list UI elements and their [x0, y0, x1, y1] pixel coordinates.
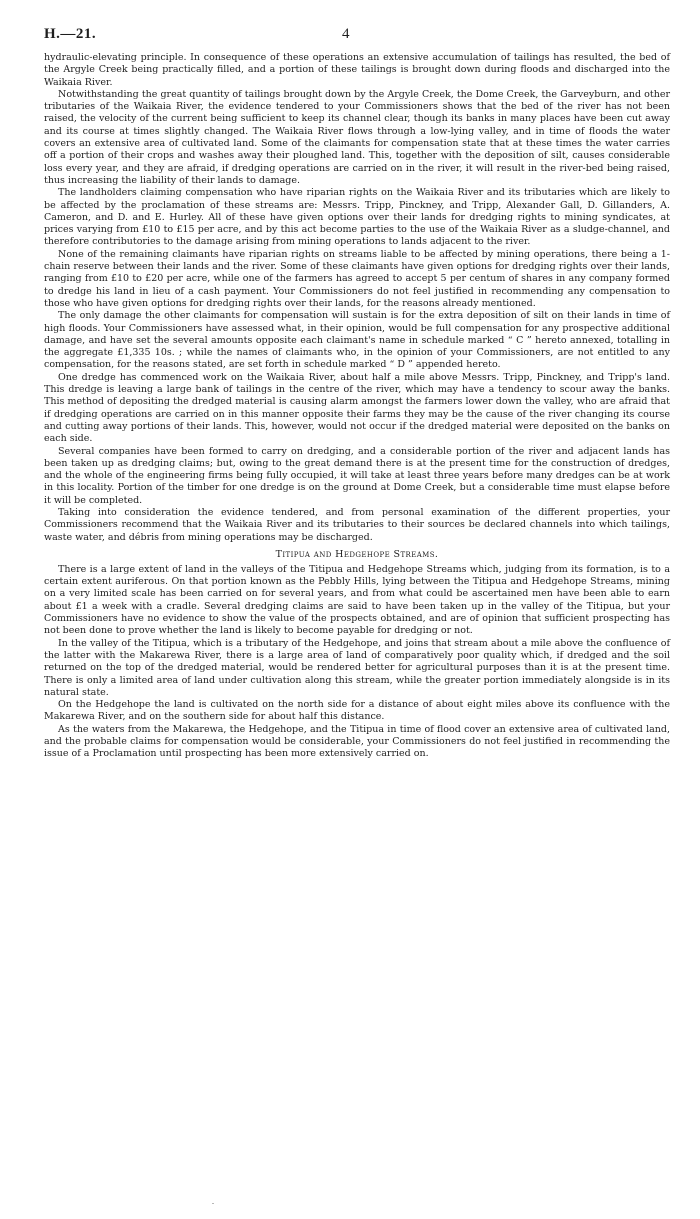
paragraph: There is a large extent of land in the valleys of the Titipua and Hedgehope Streams which, judging from its formation, is to a certain extent auriferous. On that portion known as the Pebbly Hills, lying between the Titipua and Hedgehope Streams, mining on a very limited scale has been carried on for several years, and from what could be ascertained men have been able to earn about £1 a week with a cradle. Several dredging claims are said to have been taken up in the valley of the Titipua, but your Commissioners have no evidence to show the value of the prospects obtained, and are of opinion that sufficient prospecting has not been done to prove whether the land is likely to become payable for dredging or not. — [44, 563, 670, 637]
paragraph: None of the remaining claimants have riparian rights on streams liable to be affected by mining operations, there being a 1-chain reserve between their lands and the river. Some of these claimants have given options for dredging rights over their lands, ranging from £10 to £20 per acre, while one of the farmers has agreed to accept 5 per centum of shares in any company formed to dredge his land in lieu of a cash payment. Your Commissioners do not feel justified in recommending any compensation to those who have given options for dredging rights over their lands, for the reasons already mentioned. — [44, 248, 670, 309]
paragraph: On the Hedgehope the land is cultivated on the north side for a distance of about eight miles above its confluence with the Makarewa River, and on the southern side for about half this distance. — [44, 699, 670, 723]
paragraph: The only damage the other claimants for compensation will sustain is for the extra deposition of silt on their lands in time of high floods. Your Commissioners have assessed what, in their opinion, would be full compensation for any prospective additional damage, and have set the several amounts opposite each claimant's name in schedule marked “ C ” hereto annexed, totalling in the aggregate £1,335 10s. ; while the names of claimants who, in the opinion of your Commissioners, are not entitled to any compensation, for the reasons stated, are set forth in schedule marked “ D ” appended hereto. — [44, 310, 670, 371]
paragraph: The landholders claiming compensation who have riparian rights on the Waikaia River and its tributaries which are likely to be affected by the proclamation of these streams are: Messrs. Tripp, Pinckney, and Tripp, Alexander Gall, D. Gillanders, A. Cameron, and D. and E. Hurley. All of these have given options over their lands for dredging rights to mining syndicates, at prices varying from £10 to £15 per acre, and by this act become parties to the use of the Waikaia River as a sludge-channel, and therefore contributories to the damage arising from mining operations to lands adjacent to the river. — [44, 187, 670, 248]
paragraph: Taking into consideration the evidence tendered, and from personal examination of the different properties, your Commissioners recommend that the Waikaia River and its tributaries to their sources be declared channels into which tailings, waste water, and débris from mining operations may be discharged. — [44, 506, 670, 543]
footer-mark: . — [212, 1197, 214, 1206]
paragraph: Several companies have been formed to carry on dredging, and a considerable portion of the river and adjacent lands has been taken up as dredging claims; but, owing to the great demand there is at the present time for the construction of dredges, and the whole of the engineering firms being fully occupied, it will take at least three years before many dredges can be at work in this locality. Portion of the timber for one dredge is on the ground at Dome Creek, but a considerable time must elapse before it will be completed. — [44, 445, 670, 506]
running-head — [44, 26, 670, 52]
page-number: 4 — [342, 26, 350, 42]
body-text — [44, 52, 670, 761]
section-heading: Titipua and Hedgehope Streams. — [275, 548, 439, 560]
paragraph: Notwithstanding the great quantity of tailings brought down by the Argyle Creek, the Dome Creek, the Garveyburn, and other tributaries of the Waikaia River, the evidence tendered to your Commissioners shows that the bed of the river has not been raised, the velocity of the current being sufficient to keep its channel clear, though its banks in many places have been cut away and its course at times slightly changed. The Waikaia River flows through a low-lying valley, and in time of floods the water covers an extensive area of cultivated land. Some of the claimants for compensation state that at these times the water carries off a portion of their crops and washes away their ploughed land. This, together with the deposition of silt, causes considerable loss every year, and they are afraid, if dredging operations are carried on in the river, it will result in the river-bed being raised, thus increasing the liability of their lands to damage. — [44, 88, 670, 186]
paragraph: In the valley of the Titipua, which is a tributary of the Hedgehope, and joins that stream about a mile above the confluence of the latter with the Makarewa River, there is a large area of land of comparatively poor quality which, if dredged and the soil returned on the top of the dredged material, would be rendered better for agricultural purposes than it is at the present time. There is only a limited area of land under cultivation along this stream, while the greater portion immediately alongside is in its natural state. — [44, 637, 670, 698]
document-reference: H.—21. — [44, 26, 97, 42]
paragraph: As the waters from the Makarewa, the Hedgehope, and the Titipua in time of flood cover an extensive area of cultivated land, and the probable claims for compensation would be considerable, your Commissioners do not feel justified in recommending the issue of a Proclamation until prospecting has been more extensively carried on. — [44, 723, 670, 760]
paragraph: One dredge has commenced work on the Waikaia River, about half a mile above Messrs. Tripp, Pinckney, and Tripp's land. This dredge is leaving a large bank of tailings in the centre of the river, which may have a tendency to scour away the banks. This method of depositing the dredged material is causing alarm amongst the farmers lower down the valley, who are afraid that if dredging operations are carried on in this manner opposite their farms they may be the cause of the river changing its course and cutting away portions of their lands. This, however, would not occur if the dredged material were deposited on the banks on each side. — [44, 371, 670, 445]
paragraph: hydraulic-elevating principle. In consequence of these operations an extensive accumulation of tailings has resulted, the bed of the Argyle Creek being practically filled, and a portion of these tailings is brought down during floods and discharged into the Waikaia River. — [44, 52, 670, 88]
